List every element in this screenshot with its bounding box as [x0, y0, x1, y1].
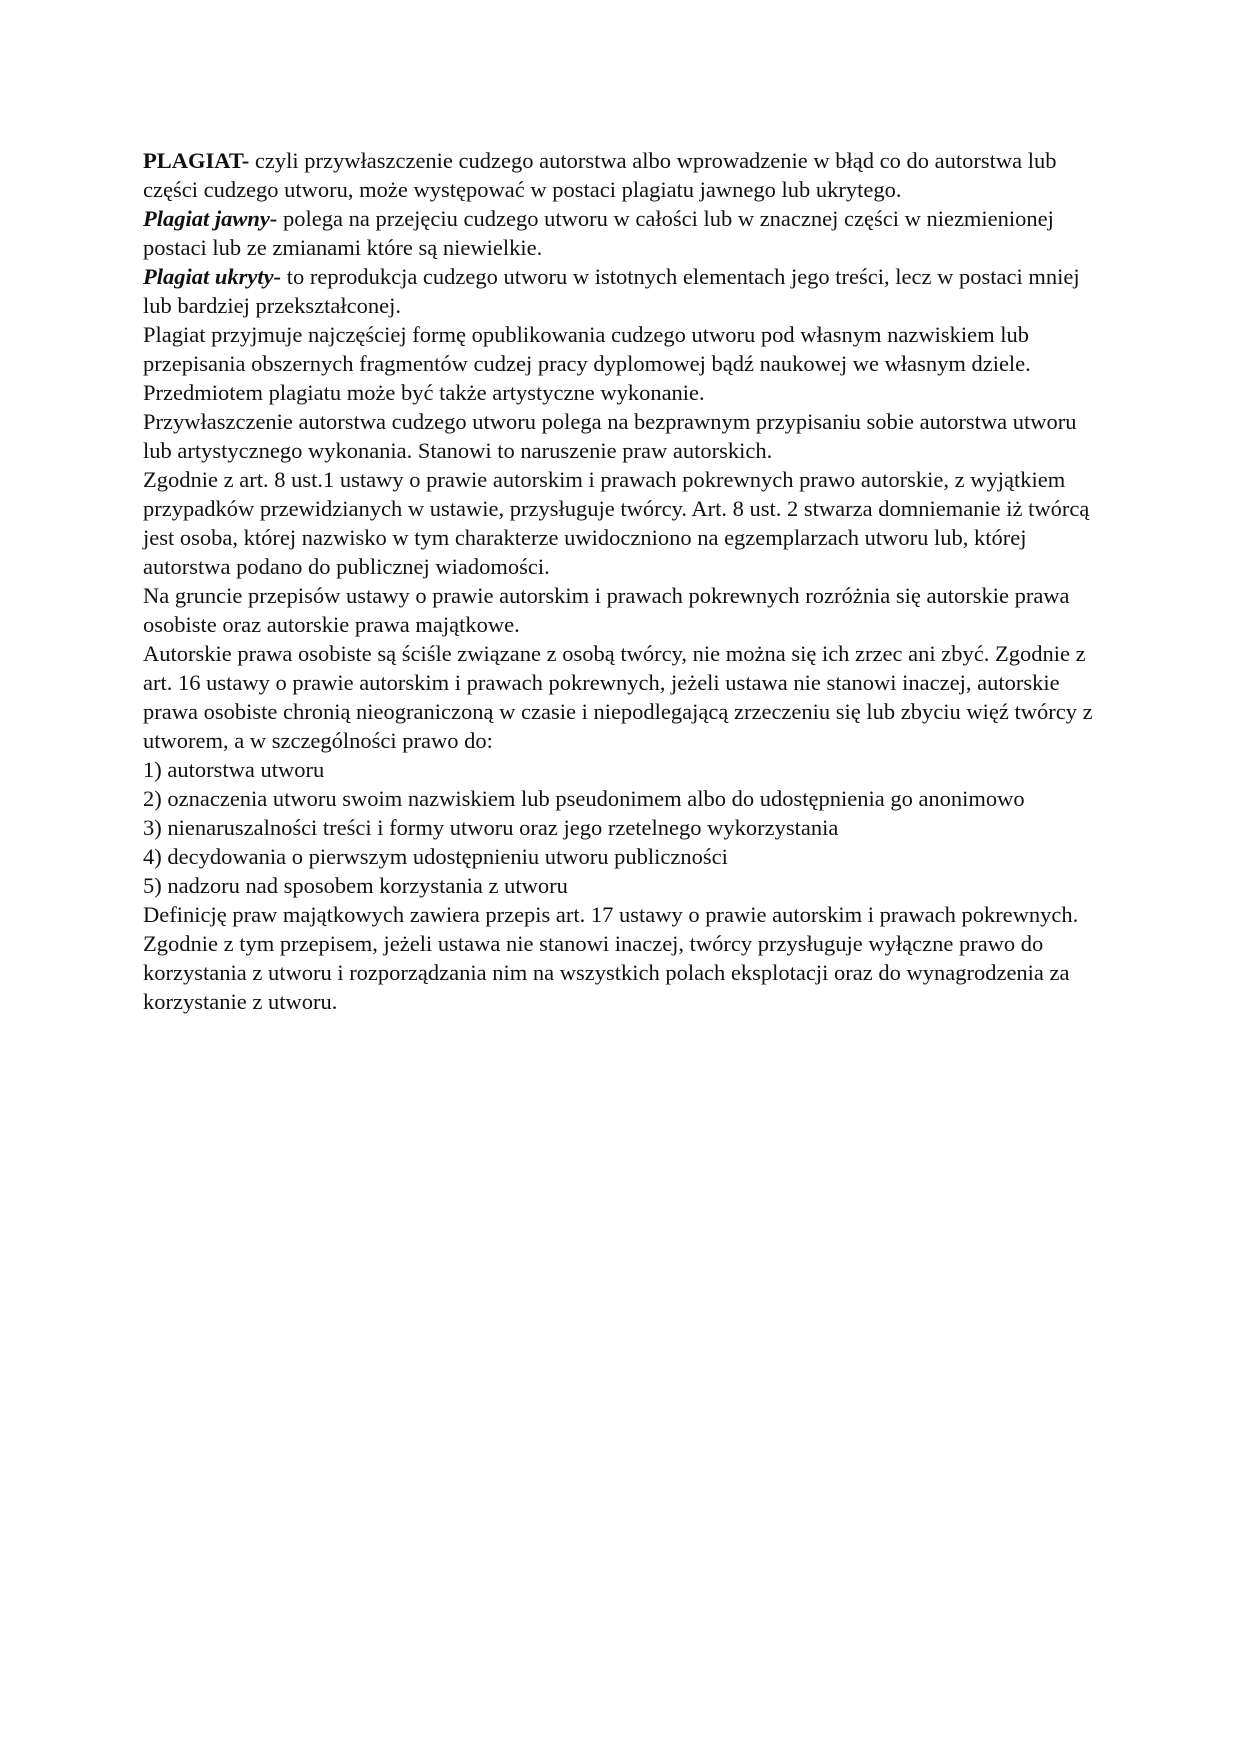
paragraph-property-rights: Definicję praw majątkowych zawiera przepis art. 17 ustawy o prawie autorskim i prawach pokrewnych. Zgodnie z tym przepisem, jeżeli ustawa nie stanowi inaczej, twórcy przysługuje wyłączne prawo do korzystania z utworu i rozporządzania nim na wszystkich polach eksplotacji oraz do wynagrodzenia za korzystanie z utworu. [143, 902, 1079, 1014]
paragraph-plagiat-jawny [143, 204, 1103, 262]
plagiat-jawny-text: polega na przejęciu cudzego utworu w całości lub w znacznej części w niezmienionej postaci lub ze zmianami które są niewielkie. [143, 206, 1054, 260]
plagiat-ukryty-text: to reprodukcja cudzego utworu w istotnych elementach jego treści, lecz w postaci mniej lub bardziej przekształconej. [143, 264, 1080, 318]
personal-rights-list [143, 755, 1103, 900]
list-item: 1) autorstwa utworu [143, 757, 325, 782]
term-plagiat-ukryty: Plagiat ukryty- [143, 264, 282, 289]
term-plagiat: PLAGIAT- [143, 148, 250, 173]
list-item: 5) nadzoru nad sposobem korzystania z utworu [143, 873, 568, 898]
paragraph-rights-types: Na gruncie przepisów ustawy o prawie autorskim i prawach pokrewnych rozróżnia się autorskie prawa osobiste oraz autorskie prawa majątkowe. [143, 583, 1070, 637]
list-item: 4) decydowania o pierwszym udostępnieniu utworu publiczności [143, 844, 728, 869]
paragraph-art-8: Zgodnie z art. 8 ust.1 ustawy o prawie autorskim i prawach pokrewnych prawo autorskie, z wyjątkiem przypadków przewidzianych w ustawie, przysługuje twórcy. Art. 8 ust. 2 stwarza domniemanie iż twórcą jest osoba, której nazwisko w tym charakterze uwidoczniono na egzemplarzach utworu lub, której autorstwa podano do publicznej wiadomości. [143, 467, 1090, 579]
paragraph-plagiat-definition [143, 146, 1103, 204]
term-plagiat-jawny: Plagiat jawny- [143, 206, 278, 231]
plagiat-definition-text: czyli przywłaszczenie cudzego autorstwa albo wprowadzenie w błąd co do autorstwa lub części cudzego utworu, może występować w postaci plagiatu jawnego lub ukrytego. [143, 148, 1057, 202]
paragraph-plagiat-ukryty [143, 262, 1103, 320]
paragraph-personal-rights: Autorskie prawa osobiste są ściśle związane z osobą twórcy, nie można się ich zrzec ani zbyć. Zgodnie z art. 16 ustawy o prawie autorskim i prawach pokrewnych, jeżeli ustawa nie stanowi inaczej, autorskie prawa osobiste chronią nieograniczoną w czasie i niepodlegającą zrzeczeniu się lub zbyciu więź twórcy z utworem, a w szczególności prawo do: [143, 641, 1093, 753]
list-item: 3) nienaruszalności treści i formy utworu oraz jego rzetelnego wykorzystania [143, 815, 839, 840]
paragraph-plagiat-forms: Plagiat przyjmuje najczęściej formę opublikowania cudzego utworu pod własnym nazwiskiem lub przepisania obszernych fragmentów cudzej pracy dyplomowej bądź naukowej we własnym dziele. Przedmiotem plagiatu może być także artystyczne wykonanie. [143, 322, 1031, 405]
document-body [143, 146, 1103, 1016]
paragraph-appropriation: Przywłaszczenie autorstwa cudzego utworu polega na bezprawnym przypisaniu sobie autorstwa utworu lub artystycznego wykonania. Stanowi to naruszenie praw autorskich. [143, 409, 1077, 463]
list-item: 2) oznaczenia utworu swoim nazwiskiem lub pseudonimem albo do udostępnienia go anonimowo [143, 786, 1025, 811]
